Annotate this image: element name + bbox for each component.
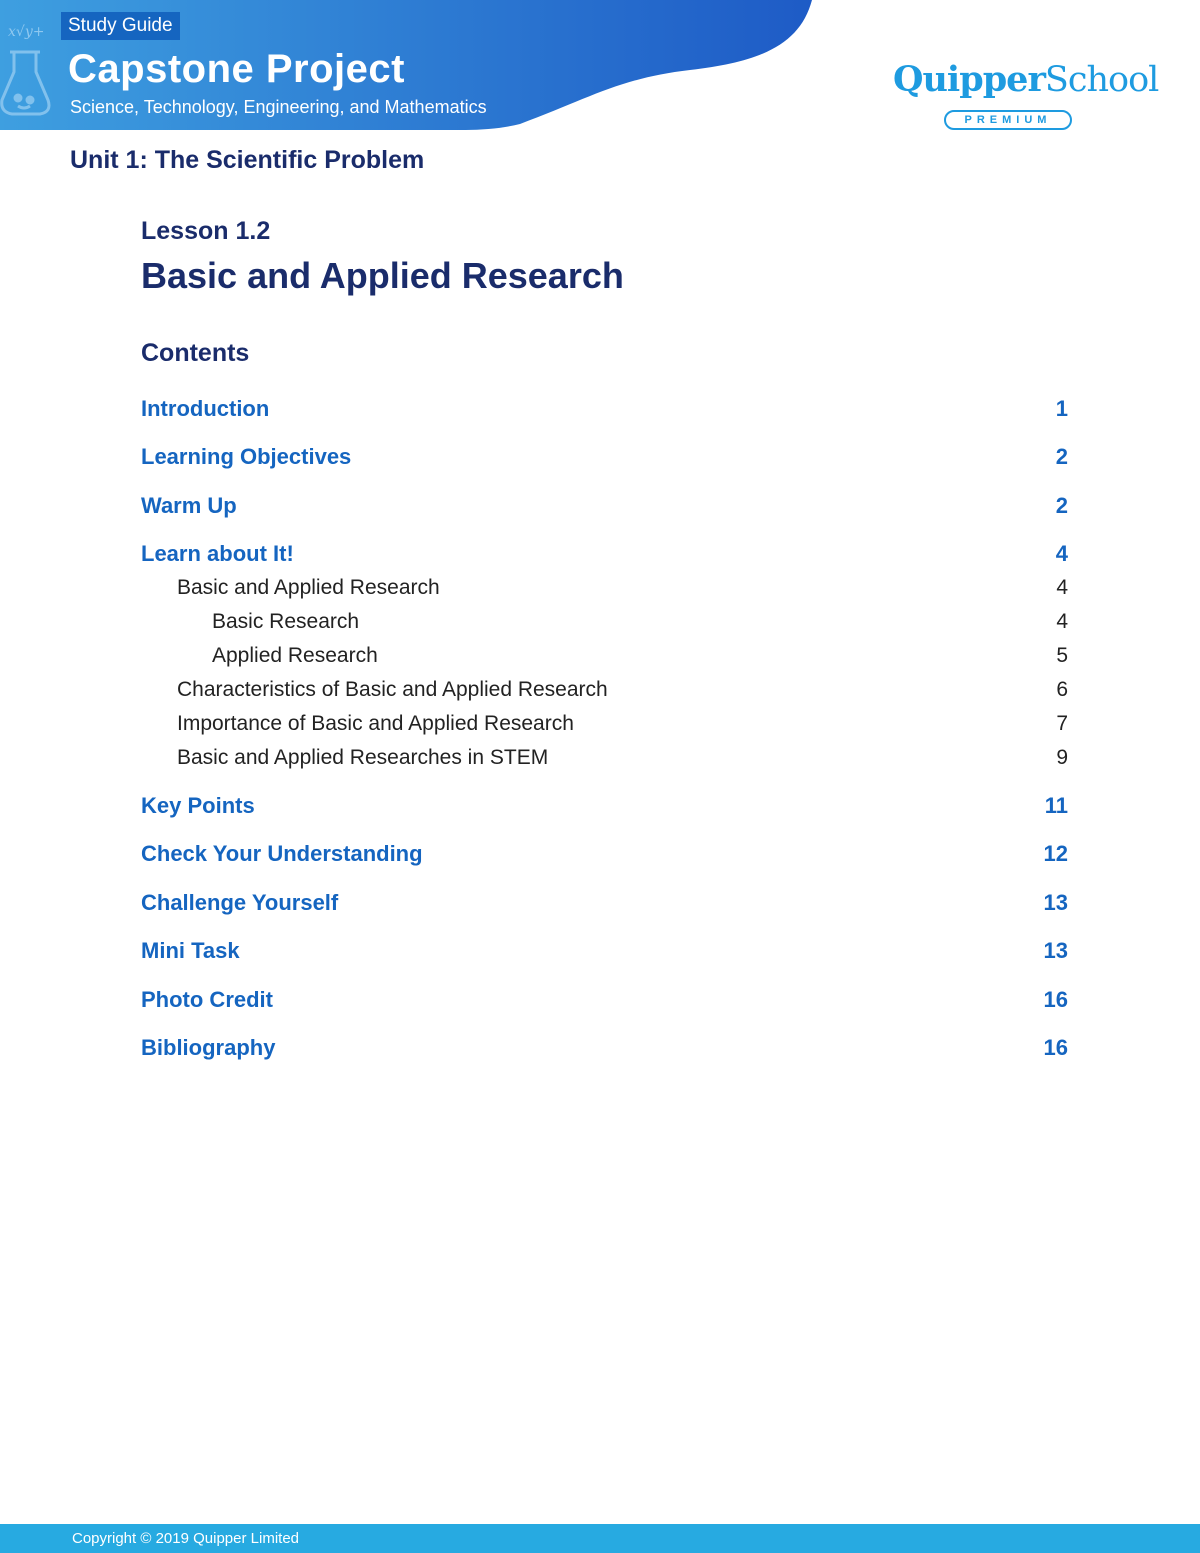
toc-label: Introduction	[141, 396, 270, 421]
toc-page: 13	[1043, 938, 1068, 963]
toc-label: Importance of Basic and Applied Research	[177, 712, 574, 735]
toc-item-importance[interactable]	[141, 709, 1068, 739]
toc-page: 2	[1055, 493, 1068, 518]
toc-item-challenge-yourself[interactable]	[141, 888, 1068, 918]
course-subtitle: Science, Technology, Engineering, and Mathematics	[70, 97, 487, 117]
toc-label: Mini Task	[141, 938, 240, 963]
toc-item-researches-in-stem[interactable]	[141, 743, 1068, 773]
toc-page: 7	[1056, 712, 1068, 735]
lesson-number: Lesson 1.2	[141, 217, 271, 245]
toc-page: 11	[1044, 793, 1068, 818]
toc-label: Photo Credit	[141, 987, 273, 1012]
quipper-school-logo	[893, 58, 1159, 134]
toc-item-bibliography[interactable]	[141, 1033, 1068, 1063]
toc-page: 4	[1055, 541, 1068, 566]
toc-page: 16	[1043, 1035, 1068, 1060]
header-banner	[0, 0, 820, 132]
unit-title: Unit 1: The Scientific Problem	[70, 146, 425, 174]
toc-item-warm-up[interactable]	[141, 491, 1068, 521]
toc-page: 4	[1056, 576, 1068, 599]
toc-label: Learning Objectives	[141, 444, 352, 469]
toc-label: Applied Research	[212, 644, 378, 667]
toc-item-characteristics[interactable]	[141, 675, 1068, 705]
toc-page: 13	[1043, 890, 1068, 915]
toc-item-key-points[interactable]	[141, 791, 1068, 821]
math-decor: x√y+	[8, 24, 45, 40]
toc-item-learning-objectives[interactable]	[141, 442, 1068, 472]
toc-page: 5	[1056, 644, 1068, 667]
toc-item-photo-credit[interactable]	[141, 985, 1068, 1015]
toc-item-introduction[interactable]	[141, 394, 1068, 424]
toc-label: Warm Up	[141, 493, 237, 518]
toc-page: 4	[1056, 610, 1068, 633]
study-guide-badge: Study Guide	[61, 12, 180, 40]
premium-tag: PREMIUM	[944, 110, 1072, 130]
contents-heading: Contents	[141, 339, 250, 367]
toc-label: Bibliography	[141, 1035, 276, 1060]
toc-label: Key Points	[141, 793, 255, 818]
toc-label: Characteristics of Basic and Applied Research	[177, 678, 608, 701]
toc-label: Learn about It!	[141, 541, 294, 566]
lesson-title: Basic and Applied Research	[141, 255, 624, 296]
course-title: Capstone Project	[68, 47, 405, 91]
toc-label: Basic and Applied Researches in STEM	[177, 746, 549, 769]
toc-item-basic-and-applied-research[interactable]	[141, 573, 1068, 603]
toc-label: Check Your Understanding	[141, 841, 423, 866]
toc-page: 2	[1055, 444, 1068, 469]
toc-page: 16	[1043, 987, 1068, 1012]
toc-page: 1	[1055, 396, 1068, 421]
copyright-text: Copyright © 2019 Quipper Limited	[72, 1530, 300, 1547]
toc-item-check-your-understanding[interactable]	[141, 839, 1068, 869]
toc-page: 9	[1056, 746, 1068, 769]
toc-item-learn-about-it[interactable]	[141, 539, 1068, 569]
footer-bar	[0, 1524, 1200, 1553]
toc-item-mini-task[interactable]	[141, 936, 1068, 966]
logo-wordmark: QuipperSchool	[893, 59, 1159, 100]
toc-label: Basic and Applied Research	[177, 576, 440, 599]
toc-label: Basic Research	[212, 610, 360, 633]
toc-label: Challenge Yourself	[141, 890, 339, 915]
toc-item-applied-research[interactable]	[141, 641, 1068, 671]
toc-page: 6	[1056, 678, 1068, 701]
toc-item-basic-research[interactable]	[141, 607, 1068, 637]
toc-page: 12	[1043, 841, 1068, 866]
